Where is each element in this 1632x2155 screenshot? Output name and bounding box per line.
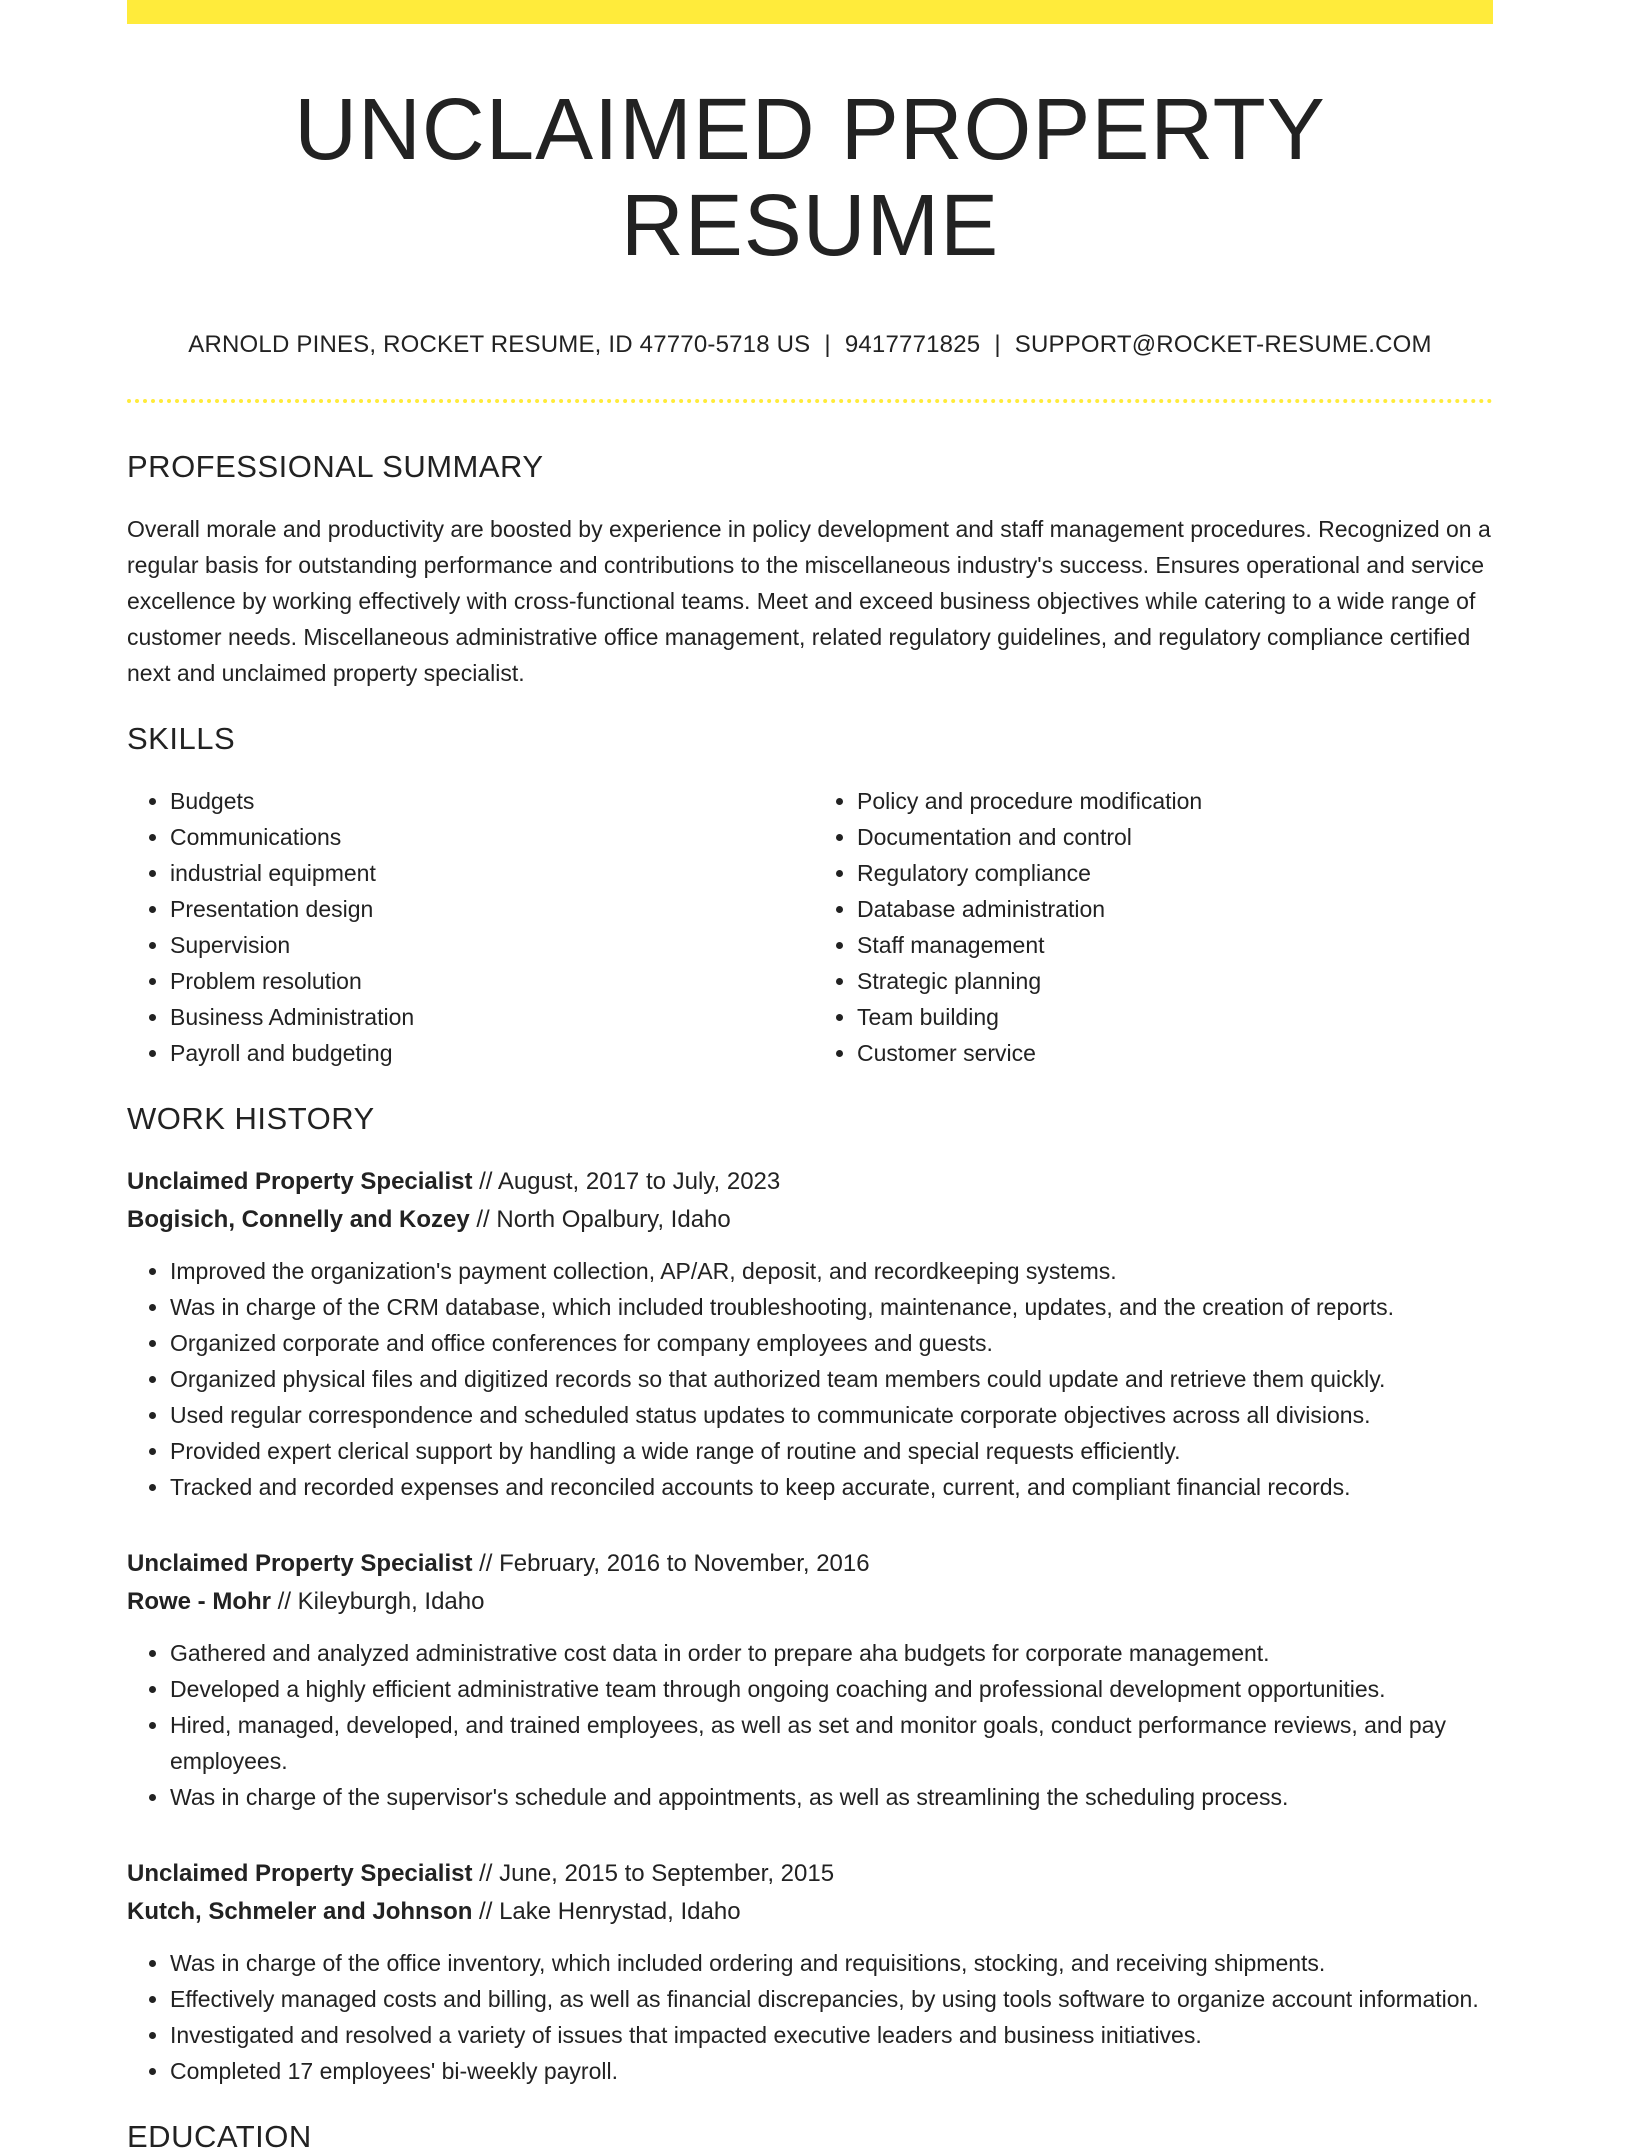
job-separator: // <box>472 1898 500 1926</box>
contact-separator: | <box>824 331 831 359</box>
contact-separator: | <box>994 331 1001 359</box>
skill-item: • Communications <box>170 819 806 855</box>
job-title: Unclaimed Property Specialist <box>127 1860 473 1888</box>
job-bullet: • Tracked and recorded expenses and reconciled accounts to keep accurate, current, and compliant financial records. <box>170 1469 1493 1505</box>
job-separator: // <box>472 1550 500 1578</box>
job-company: Rowe - Mohr <box>127 1588 271 1616</box>
page-title: UNCLAIMED PROPERTY RESUME <box>294 81 1326 274</box>
job-dates: February, 2016 to November, 2016 <box>499 1550 870 1578</box>
job-entry <box>127 1855 1493 2089</box>
job-bullet: • Hired, managed, developed, and trained employees, as well as set and monitor goals, conduct performance reviews, and pay employees. <box>170 1707 1493 1779</box>
job-entry <box>127 1163 1493 1505</box>
contact-email: SUPPORT@ROCKET-RESUME.COM <box>1014 331 1432 359</box>
skill-item: • Payroll and budgeting <box>170 1035 806 1071</box>
education-heading: EDUCATION <box>127 2119 312 2155</box>
job-company: Kutch, Schmeler and Johnson <box>127 1898 473 1926</box>
job-bullet: • Was in charge of the supervisor's schedule and appointments, as well as streamlining the scheduling process. <box>170 1779 1493 1815</box>
job-bullet: • Investigated and resolved a variety of issues that impacted executive leaders and business initiatives. <box>170 2017 1493 2053</box>
job-location: Kileyburgh, Idaho <box>297 1588 485 1616</box>
job-bullet: • Effectively managed costs and billing, as well as financial discrepancies, by using tools software to organize account information. <box>170 1981 1493 2017</box>
skill-item: • Database administration <box>857 891 1493 927</box>
job-company-line <box>127 1201 1493 1239</box>
summary-heading: PROFESSIONAL SUMMARY <box>127 449 544 485</box>
skill-item: • Supervision <box>170 927 806 963</box>
skills-column-left <box>127 783 806 1071</box>
skill-item: • industrial equipment <box>170 855 806 891</box>
job-title-line <box>127 1855 1493 1893</box>
work-history-heading: WORK HISTORY <box>127 1101 375 1137</box>
job-dates: June, 2015 to September, 2015 <box>499 1860 835 1888</box>
skill-item: • Presentation design <box>170 891 806 927</box>
skill-item: • Strategic planning <box>857 963 1493 999</box>
skill-item: • Budgets <box>170 783 806 819</box>
contact-address: ARNOLD PINES, ROCKET RESUME, ID 47770-5718 US <box>188 331 811 359</box>
contact-phone: 9417771825 <box>844 331 981 359</box>
job-separator: // <box>469 1206 497 1234</box>
job-bullet: • Gathered and analyzed administrative cost data in order to prepare aha budgets for corporate management. <box>170 1635 1493 1671</box>
accent-bar <box>127 0 1493 24</box>
skills-heading: SKILLS <box>127 721 236 757</box>
job-bullet: • Provided expert clerical support by handling a wide range of routine and special requests efficiently. <box>170 1433 1493 1469</box>
skill-item: • Team building <box>857 999 1493 1035</box>
job-bullet: • Improved the organization's payment collection, AP/AR, deposit, and recordkeeping systems. <box>170 1253 1493 1289</box>
job-title: Unclaimed Property Specialist <box>127 1168 473 1196</box>
job-dates: August, 2017 to July, 2023 <box>497 1168 781 1196</box>
job-entry <box>127 1545 1493 1815</box>
skill-item: • Regulatory compliance <box>857 855 1493 891</box>
job-location: North Opalbury, Idaho <box>496 1206 731 1234</box>
skill-item: • Problem resolution <box>170 963 806 999</box>
job-bullets <box>127 1635 1493 1815</box>
job-bullet: • Organized corporate and office conferences for company employees and guests. <box>170 1325 1493 1361</box>
skills-column-right <box>806 783 1493 1071</box>
job-title: Unclaimed Property Specialist <box>127 1550 473 1578</box>
job-company-line <box>127 1583 1493 1621</box>
skills-list <box>127 783 1493 1071</box>
job-separator: // <box>472 1168 498 1196</box>
job-bullets <box>127 1253 1493 1505</box>
skill-item: • Business Administration <box>170 999 806 1035</box>
job-title-line <box>127 1545 1493 1583</box>
skill-item: • Policy and procedure modification <box>857 783 1493 819</box>
job-separator: // <box>271 1588 298 1616</box>
job-separator: // <box>472 1860 500 1888</box>
dotted-divider <box>127 399 1493 403</box>
job-bullet: • Was in charge of the office inventory, which included ordering and requisitions, stocking, and receiving shipments. <box>170 1945 1493 1981</box>
summary-text: Overall morale and productivity are boosted by experience in policy development and staff management procedures. Recognized on a regular basis for outstanding performance and contributions to the miscellaneous industry's success. Ensures operational and service excellence by working effectively with cross-functional teams. Meet and exceed business objectives while catering to a wide range of customer needs. Miscellaneous administrative office management, related regulatory guidelines, and regulatory compliance certified next and unclaimed property specialist. <box>127 516 1491 687</box>
skill-item: • Documentation and control <box>857 819 1493 855</box>
job-company-line <box>127 1893 1493 1931</box>
job-location: Lake Henrystad, Idaho <box>499 1898 741 1926</box>
job-company: Bogisich, Connelly and Kozey <box>127 1206 470 1234</box>
job-bullet: • Organized physical files and digitized records so that authorized team members could update and retrieve them quickly. <box>170 1361 1493 1397</box>
job-bullet: • Completed 17 employees' bi-weekly payroll. <box>170 2053 1493 2089</box>
resume-page <box>127 0 1493 2155</box>
job-bullet: • Used regular correspondence and scheduled status updates to communicate corporate objectives across all divisions. <box>170 1397 1493 1433</box>
skill-item: • Staff management <box>857 927 1493 963</box>
job-bullet: • Developed a highly efficient administrative team through ongoing coaching and professional development opportunities. <box>170 1671 1493 1707</box>
job-bullet: • Was in charge of the CRM database, which included troubleshooting, maintenance, updates, and the creation of reports. <box>170 1289 1493 1325</box>
job-bullets <box>127 1945 1493 2089</box>
skill-item: • Customer service <box>857 1035 1493 1071</box>
contact-line <box>127 331 1493 359</box>
job-title-line <box>127 1163 1493 1201</box>
